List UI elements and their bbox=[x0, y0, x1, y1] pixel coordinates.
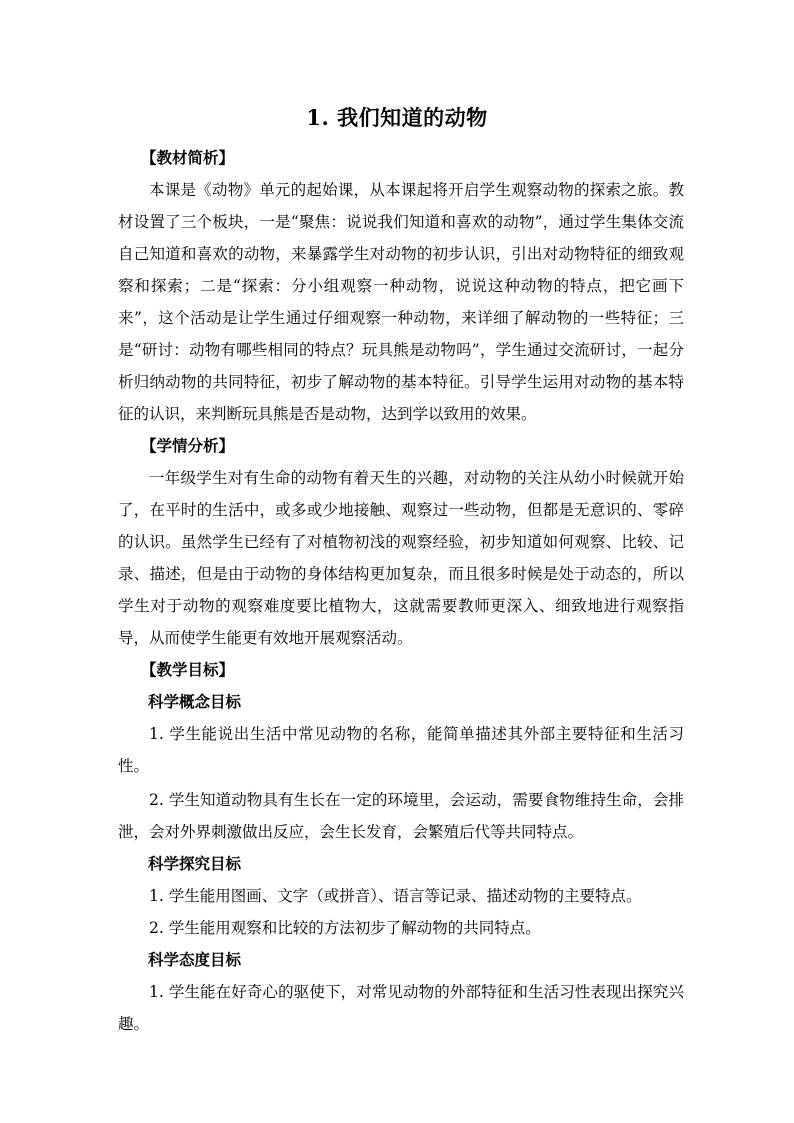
subheading-concept-goals: 科学概念目标 bbox=[148, 692, 242, 711]
goal-item: 1. 学生能在好奇心的驱使下，对常见动物的外部特征和生活习性表现出探究兴趣。 bbox=[118, 983, 684, 1033]
paragraph-textbook-analysis: 本课是《动物》单元的起始课，从本课起将开启学生观察动物的探索之旅。教材设置了三个板块，一是“聚焦：说说我们知道和喜欢的动物”，通过学生集体交流自己知道和喜欢的动物，来暴露学生对动物的初步认识，引出对动物特征的细致观察和探索；二是“探索：分小组观察一种动物，说说这种动物的特点，把它画下来”，这个活动是让学生通过仔细观察一种动物，来详细了解动物的一些特征；三是“研讨：动物有哪些相同的特点？玩具熊是动物吗”，学生通过交流研讨，一起分析归纳动物的共同特征，初步了解动物的基本特征。引导学生运用对动物的基本特征的认识，来判断玩具熊是否是动物，达到学以致用的效果。 bbox=[118, 181, 684, 423]
subheading-inquiry-goals: 科学探究目标 bbox=[148, 854, 242, 873]
goal-item: 2. 学生能用观察和比较的方法初步了解动物的共同特点。 bbox=[149, 919, 541, 937]
subheading-attitude-goals: 科学态度目标 bbox=[148, 950, 242, 969]
section-heading-teaching-goals: 【教学目标】 bbox=[141, 660, 235, 679]
section-heading-student-analysis: 【学情分析】 bbox=[141, 436, 235, 455]
page-title: 1. 我们知道的动物 bbox=[306, 105, 488, 130]
paragraph-student-analysis: 一年级学生对有生命的动物有着天生的兴趣，对动物的关注从幼小时候就开始了，在平时的生活中，或多或少地接触、观察过一些动物，但都是无意识的、零碎的认识。虽然学生已经有了对植物初浅的观察经验，初步知道如何观察、比较、记录、描述，但是由于动物的身体结构更加复杂，而且很多时候是处于动态的，所以学生对于动物的观察难度要比植物大，这就需要教师更深入、细致地进行观察指导，从而使学生能更有效地开展观察活动。 bbox=[118, 469, 684, 647]
section-heading-textbook-analysis: 【教材简析】 bbox=[141, 148, 235, 167]
goal-item: 2. 学生知道动物具有生长在一定的环境里，会运动，需要食物维持生命，会排泄，会对外界刺激做出反应，会生长发育，会繁殖后代等共同特点。 bbox=[118, 791, 684, 841]
goal-item: 1. 学生能用图画、文字（或拼音）、语言等记录、描述动物的主要特点。 bbox=[149, 887, 642, 905]
document-body bbox=[118, 142, 684, 1040]
goal-item: 1. 学生能说出生活中常见动物的名称，能简单描述其外部主要特征和生活习性。 bbox=[118, 725, 684, 775]
